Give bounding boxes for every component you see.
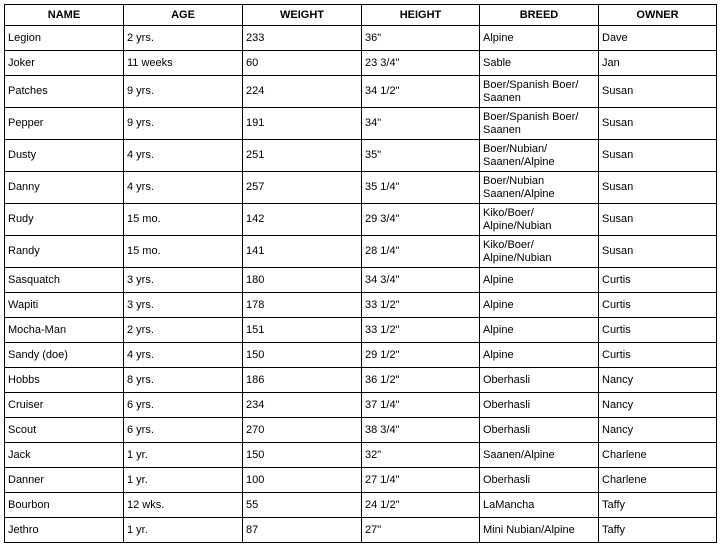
- cell-weight: 180: [243, 268, 362, 293]
- cell-breed: Oberhasli: [480, 393, 599, 418]
- cell-height: 35 1/4": [362, 172, 480, 204]
- cell-breed: Boer/Nubian Saanen/Alpine: [480, 172, 599, 204]
- cell-owner: Taffy: [599, 518, 717, 543]
- cell-height: 28 1/4": [362, 236, 480, 268]
- cell-breed: Boer/Spanish Boer/ Saanen: [480, 76, 599, 108]
- cell-name: Wapiti: [5, 293, 124, 318]
- cell-height: 29 3/4": [362, 204, 480, 236]
- cell-age: 2 yrs.: [124, 26, 243, 51]
- cell-age: 9 yrs.: [124, 108, 243, 140]
- cell-weight: 251: [243, 140, 362, 172]
- cell-age: 4 yrs.: [124, 172, 243, 204]
- cell-height: 34 1/2": [362, 76, 480, 108]
- cell-breed: Alpine: [480, 26, 599, 51]
- cell-weight: 191: [243, 108, 362, 140]
- cell-age: 3 yrs.: [124, 293, 243, 318]
- cell-height: 33 1/2": [362, 293, 480, 318]
- cell-name: Sasquatch: [5, 268, 124, 293]
- cell-weight: 270: [243, 418, 362, 443]
- cell-height: 29 1/2": [362, 343, 480, 368]
- cell-age: 4 yrs.: [124, 140, 243, 172]
- cell-owner: Nancy: [599, 418, 717, 443]
- cell-owner: Susan: [599, 236, 717, 268]
- cell-name: Scout: [5, 418, 124, 443]
- cell-age: 15 mo.: [124, 236, 243, 268]
- cell-name: Cruiser: [5, 393, 124, 418]
- cell-height: 23 3/4": [362, 51, 480, 76]
- cell-height: 36": [362, 26, 480, 51]
- header-owner: OWNER: [599, 5, 717, 26]
- cell-weight: 151: [243, 318, 362, 343]
- cell-age: 6 yrs.: [124, 418, 243, 443]
- table-row: [5, 493, 717, 518]
- cell-weight: 141: [243, 236, 362, 268]
- cell-name: Mocha-Man: [5, 318, 124, 343]
- cell-age: 2 yrs.: [124, 318, 243, 343]
- cell-breed: Mini Nubian/Alpine: [480, 518, 599, 543]
- cell-owner: Susan: [599, 204, 717, 236]
- cell-height: 37 1/4": [362, 393, 480, 418]
- cell-breed: Oberhasli: [480, 418, 599, 443]
- table-row: [5, 468, 717, 493]
- table-row: [5, 51, 717, 76]
- cell-weight: 150: [243, 343, 362, 368]
- table-row: [5, 140, 717, 172]
- cell-height: 32": [362, 443, 480, 468]
- cell-height: 33 1/2": [362, 318, 480, 343]
- cell-breed: Boer/Spanish Boer/ Saanen: [480, 108, 599, 140]
- cell-owner: Curtis: [599, 268, 717, 293]
- cell-name: Jack: [5, 443, 124, 468]
- cell-age: 12 wks.: [124, 493, 243, 518]
- cell-owner: Susan: [599, 108, 717, 140]
- cell-name: Danner: [5, 468, 124, 493]
- cell-weight: 55: [243, 493, 362, 518]
- table-row: [5, 26, 717, 51]
- cell-height: 34 3/4": [362, 268, 480, 293]
- table-body: [5, 26, 717, 543]
- cell-owner: Charlene: [599, 443, 717, 468]
- cell-weight: 150: [243, 443, 362, 468]
- cell-owner: Susan: [599, 172, 717, 204]
- cell-weight: 142: [243, 204, 362, 236]
- cell-name: Legion: [5, 26, 124, 51]
- cell-weight: 186: [243, 368, 362, 393]
- table-row: [5, 268, 717, 293]
- table-row: [5, 343, 717, 368]
- cell-age: 9 yrs.: [124, 76, 243, 108]
- cell-breed: Sable: [480, 51, 599, 76]
- cell-name: Dusty: [5, 140, 124, 172]
- table-row: [5, 393, 717, 418]
- cell-breed: Saanen/Alpine: [480, 443, 599, 468]
- cell-height: 24 1/2": [362, 493, 480, 518]
- table-row: [5, 318, 717, 343]
- cell-owner: Nancy: [599, 393, 717, 418]
- table-row: [5, 443, 717, 468]
- cell-owner: Susan: [599, 140, 717, 172]
- cell-owner: Taffy: [599, 493, 717, 518]
- cell-name: Sandy (doe): [5, 343, 124, 368]
- cell-breed: Alpine: [480, 293, 599, 318]
- cell-breed: Oberhasli: [480, 468, 599, 493]
- cell-name: Hobbs: [5, 368, 124, 393]
- cell-height: 34": [362, 108, 480, 140]
- cell-name: Danny: [5, 172, 124, 204]
- table-row: [5, 418, 717, 443]
- cell-name: Randy: [5, 236, 124, 268]
- header-weight: WEIGHT: [243, 5, 362, 26]
- cell-name: Patches: [5, 76, 124, 108]
- cell-age: 8 yrs.: [124, 368, 243, 393]
- cell-age: 1 yr.: [124, 443, 243, 468]
- cell-weight: 234: [243, 393, 362, 418]
- cell-breed: Alpine: [480, 343, 599, 368]
- cell-name: Joker: [5, 51, 124, 76]
- cell-age: 6 yrs.: [124, 393, 243, 418]
- cell-name: Jethro: [5, 518, 124, 543]
- table-row: [5, 172, 717, 204]
- header-breed: BREED: [480, 5, 599, 26]
- cell-owner: Charlene: [599, 468, 717, 493]
- cell-age: 1 yr.: [124, 468, 243, 493]
- cell-weight: 60: [243, 51, 362, 76]
- cell-weight: 100: [243, 468, 362, 493]
- cell-owner: Dave: [599, 26, 717, 51]
- cell-weight: 178: [243, 293, 362, 318]
- cell-height: 27 1/4": [362, 468, 480, 493]
- cell-name: Pepper: [5, 108, 124, 140]
- cell-owner: Jan: [599, 51, 717, 76]
- cell-breed: Alpine: [480, 318, 599, 343]
- cell-age: 3 yrs.: [124, 268, 243, 293]
- cell-age: 11 weeks: [124, 51, 243, 76]
- cell-age: 15 mo.: [124, 204, 243, 236]
- table-row: [5, 293, 717, 318]
- cell-height: 38 3/4": [362, 418, 480, 443]
- table-row: [5, 518, 717, 543]
- cell-height: 36 1/2": [362, 368, 480, 393]
- table-row: [5, 108, 717, 140]
- cell-owner: Nancy: [599, 368, 717, 393]
- header-age: AGE: [124, 5, 243, 26]
- cell-owner: Curtis: [599, 343, 717, 368]
- table-row: [5, 76, 717, 108]
- header-row: [5, 5, 717, 26]
- cell-breed: Oberhasli: [480, 368, 599, 393]
- cell-breed: LaMancha: [480, 493, 599, 518]
- cell-height: 35": [362, 140, 480, 172]
- header-height: HEIGHT: [362, 5, 480, 26]
- cell-age: 4 yrs.: [124, 343, 243, 368]
- cell-breed: Boer/Nubian/ Saanen/Alpine: [480, 140, 599, 172]
- cell-breed: Kiko/Boer/ Alpine/Nubian: [480, 236, 599, 268]
- cell-owner: Curtis: [599, 293, 717, 318]
- cell-weight: 257: [243, 172, 362, 204]
- table-row: [5, 204, 717, 236]
- table-row: [5, 368, 717, 393]
- cell-weight: 224: [243, 76, 362, 108]
- cell-age: 1 yr.: [124, 518, 243, 543]
- cell-weight: 233: [243, 26, 362, 51]
- cell-height: 27": [362, 518, 480, 543]
- table-row: [5, 236, 717, 268]
- cell-owner: Curtis: [599, 318, 717, 343]
- goat-roster-table: [4, 4, 717, 543]
- header-name: NAME: [5, 5, 124, 26]
- cell-breed: Alpine: [480, 268, 599, 293]
- cell-name: Bourbon: [5, 493, 124, 518]
- cell-owner: Susan: [599, 76, 717, 108]
- cell-weight: 87: [243, 518, 362, 543]
- cell-breed: Kiko/Boer/ Alpine/Nubian: [480, 204, 599, 236]
- cell-name: Rudy: [5, 204, 124, 236]
